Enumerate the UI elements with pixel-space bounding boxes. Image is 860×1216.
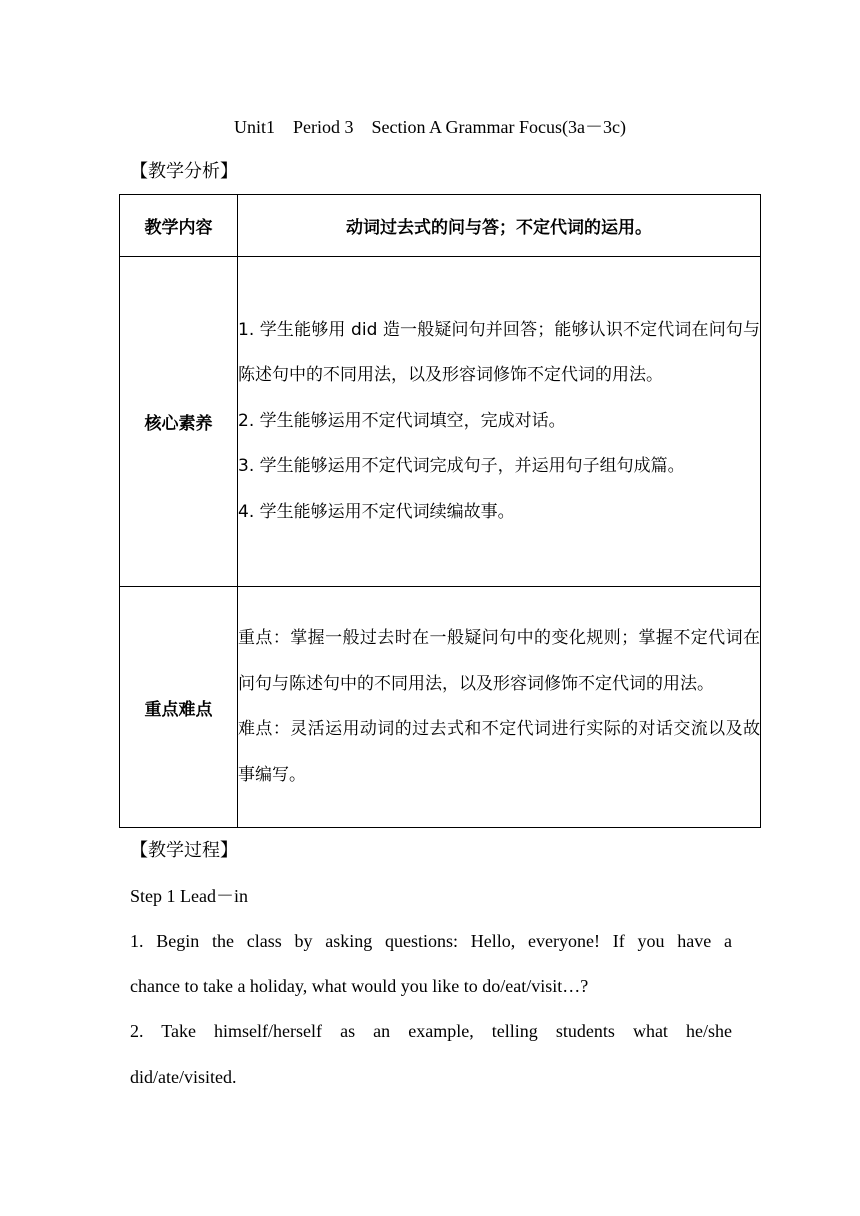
analysis-heading: 【教学分析】 xyxy=(130,161,238,182)
core-item: 4. 学生能够运用不定代词续编故事。 xyxy=(238,501,515,522)
page-title: Unit1 Period 3 Section A Grammar Focus(3a－3c) xyxy=(234,117,626,137)
process-heading: 【教学过程】 xyxy=(130,840,238,861)
body-line: 2. Take himself/herself as an example, telling students what he/she xyxy=(130,1021,732,1041)
key-item: 重点：掌握一般过去时在一般疑问句中的变化规则；掌握不定代词在问句与陈述句中的不同用法，以及形容词修饰不定代词的用法。 xyxy=(238,628,760,694)
table-row xyxy=(120,195,761,257)
body-line: 1. Begin the class by asking questions: Hello, everyone! If you have a xyxy=(130,931,732,951)
core-item: 1. 学生能够用 did 造一般疑问句并回答；能够认识不定代词在问句与陈述句中的不同用法，以及形容词修饰不定代词的用法。 xyxy=(238,319,760,386)
step-heading: Step 1 Lead－in xyxy=(130,886,248,906)
core-content xyxy=(238,257,761,587)
content-label: 教学内容 xyxy=(120,195,238,257)
body-line: chance to take a holiday, what would you like to do/eat/visit…? xyxy=(130,976,589,996)
key-item: 难点：灵活运用动词的过去式和不定代词进行实际的对话交流以及故事编写。 xyxy=(238,719,760,785)
table-row xyxy=(120,257,761,587)
body-line: did/ate/visited. xyxy=(130,1067,237,1087)
content-value: 动词过去式的问与答；不定代词的运用。 xyxy=(238,195,761,257)
key-label: 重点难点 xyxy=(120,587,238,828)
core-item: 2. 学生能够运用不定代词填空，完成对话。 xyxy=(238,410,566,431)
key-content xyxy=(238,587,761,828)
analysis-table xyxy=(119,194,761,828)
core-item: 3. 学生能够运用不定代词完成句子，并运用句子组句成篇。 xyxy=(238,456,685,477)
table-row xyxy=(120,587,761,828)
core-label: 核心素养 xyxy=(120,257,238,587)
